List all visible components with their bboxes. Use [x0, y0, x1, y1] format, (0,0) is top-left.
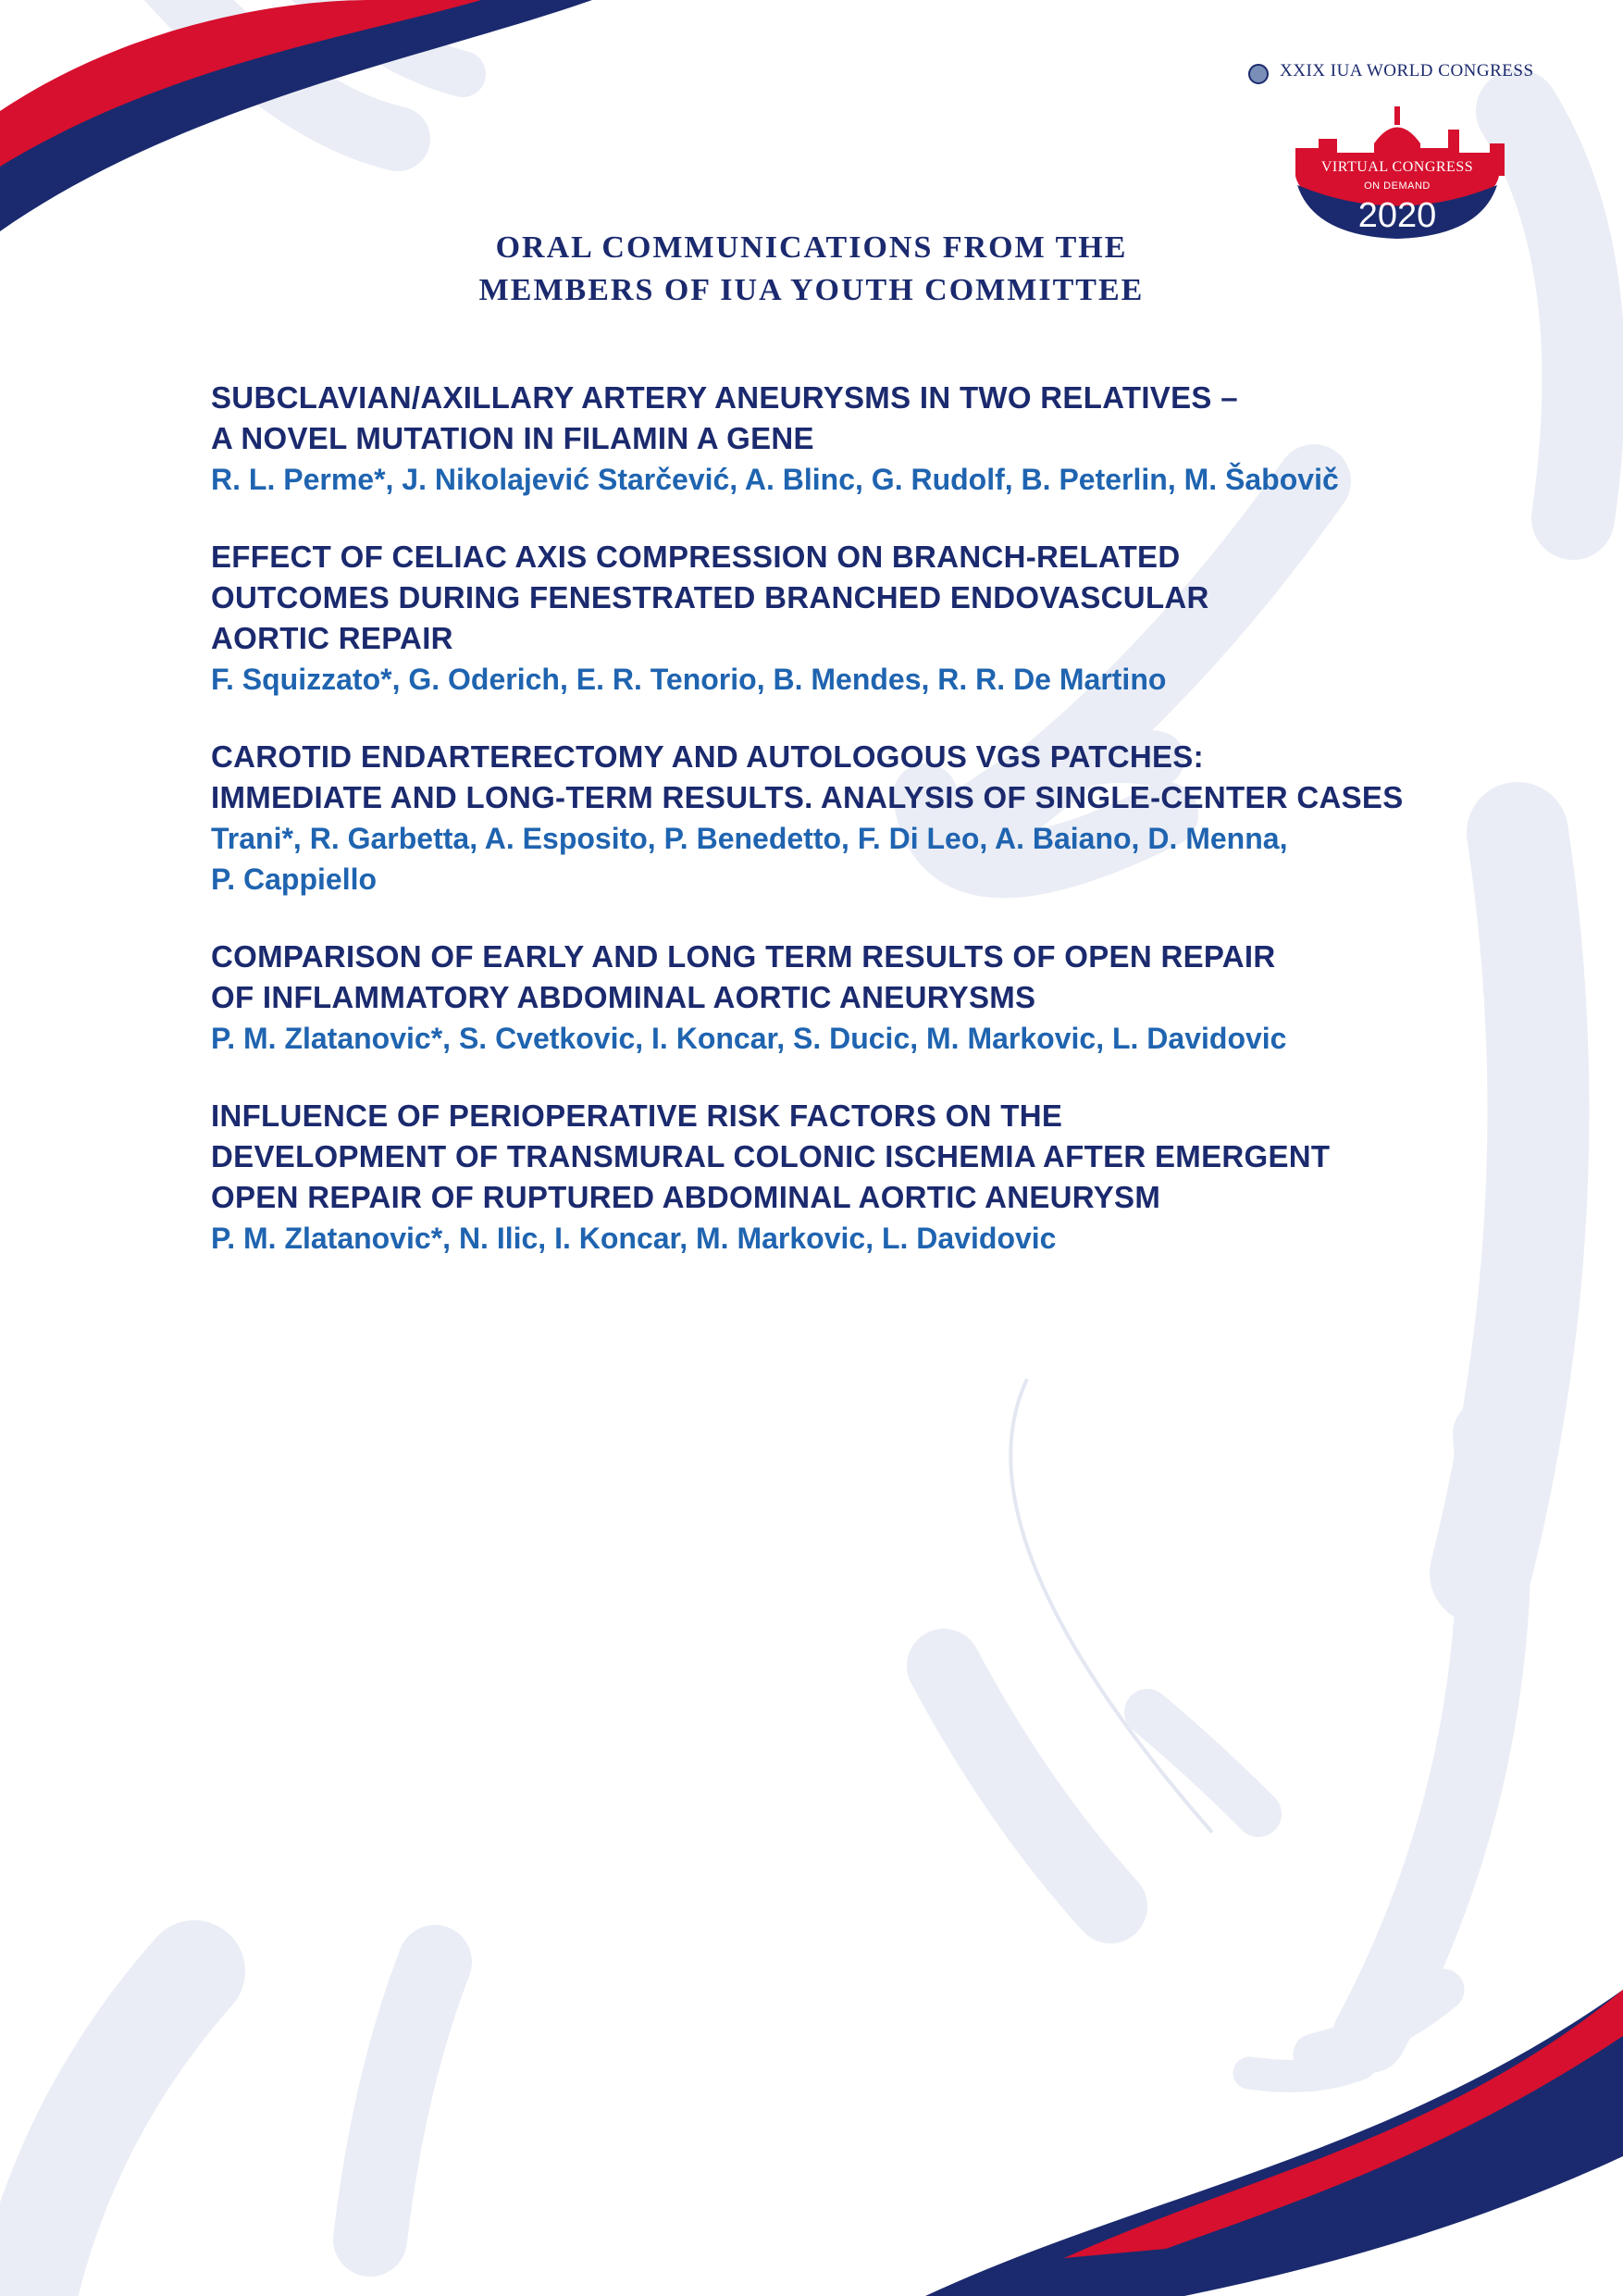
page-title	[0, 227, 1623, 312]
abstract-title	[211, 937, 1525, 1018]
abstract-authors-line: R. L. Perme*, J. Nikolajević Starčević, A. Blinc, G. Rudolf, B. Peterlin, M. Šabovič	[211, 463, 1339, 496]
abstract-title	[211, 1096, 1525, 1218]
abstract-authors	[211, 1018, 1525, 1059]
abstract-list	[211, 378, 1525, 1296]
abstract-title-line: DEVELOPMENT OF TRANSMURAL COLONIC ISCHEMIA AFTER EMERGENT	[211, 1139, 1331, 1173]
logo-tagline: ON DEMAND	[1364, 180, 1431, 192]
page-title-line: ORAL COMMUNICATIONS FROM THE	[495, 230, 1128, 265]
abstract-title-line: AORTIC REPAIR	[211, 621, 453, 655]
abstract-authors-line: P. M. Zlatanovic*, N. Ilic, I. Koncar, M. Markovic, L. Davidovic	[211, 1222, 1057, 1255]
abstract-title-line: A NOVEL MUTATION IN FILAMIN A GENE	[211, 421, 814, 455]
abstract-authors	[211, 818, 1525, 900]
page-title-line: MEMBERS OF IUA YOUTH COMMITTEE	[478, 273, 1145, 307]
abstract-authors	[211, 659, 1525, 700]
abstract-entry	[211, 937, 1525, 1059]
abstract-authors	[211, 1218, 1525, 1259]
abstract-entry	[211, 1096, 1525, 1259]
abstract-title-line: OF INFLAMMATORY ABDOMINAL AORTIC ANEURYSMS	[211, 980, 1036, 1014]
abstract-title-line: SUBCLAVIAN/AXILLARY ARTERY ANEURYSMS IN TWO RELATIVES –	[211, 380, 1238, 415]
logo-year: 2020	[1357, 196, 1437, 235]
abstract-title-line: CAROTID ENDARTERECTOMY AND AUTOLOGOUS VGS PATCHES:	[211, 739, 1204, 774]
abstract-title	[211, 537, 1525, 659]
abstract-entry	[211, 737, 1525, 900]
abstract-title-line: INFLUENCE OF PERIOPERATIVE RISK FACTORS ON THE	[211, 1098, 1063, 1133]
abstract-authors-line: P. M. Zlatanovic*, S. Cvetkovic, I. Koncar, S. Ducic, M. Markovic, L. Davidovic	[211, 1022, 1287, 1055]
abstract-authors-line: F. Squizzato*, G. Oderich, E. R. Tenorio, B. Mendes, R. R. De Martino	[211, 663, 1167, 696]
logo-subtitle: VIRTUAL CONGRESS	[1320, 159, 1474, 175]
abstract-title	[211, 378, 1525, 459]
abstract-title	[211, 737, 1525, 818]
abstract-title-line: IMMEDIATE AND LONG-TERM RESULTS. ANALYSIS OF SINGLE-CENTER CASES	[211, 780, 1404, 814]
abstract-title-line: OPEN REPAIR OF RUPTURED ABDOMINAL AORTIC ANEURYSM	[211, 1180, 1161, 1214]
abstract-title-line: COMPARISON OF EARLY AND LONG TERM RESULTS OF OPEN REPAIR	[211, 939, 1276, 974]
abstract-authors	[211, 459, 1525, 500]
abstract-authors-line: P. Cappiello	[211, 863, 378, 896]
abstract-entry	[211, 378, 1525, 500]
abstract-title-line: OUTCOMES DURING FENESTRATED BRANCHED ENDOVASCULAR	[211, 580, 1209, 614]
abstract-entry	[211, 537, 1525, 700]
logo-title: XXIX IUA WORLD CONGRESS	[1280, 61, 1534, 81]
abstract-authors-line: Trani*, R. Garbetta, A. Esposito, P. Benedetto, F. Di Leo, A. Baiano, D. Menna,	[211, 822, 1288, 855]
abstract-title-line: EFFECT OF CELIAC AXIS COMPRESSION ON BRANCH-RELATED	[211, 540, 1181, 574]
